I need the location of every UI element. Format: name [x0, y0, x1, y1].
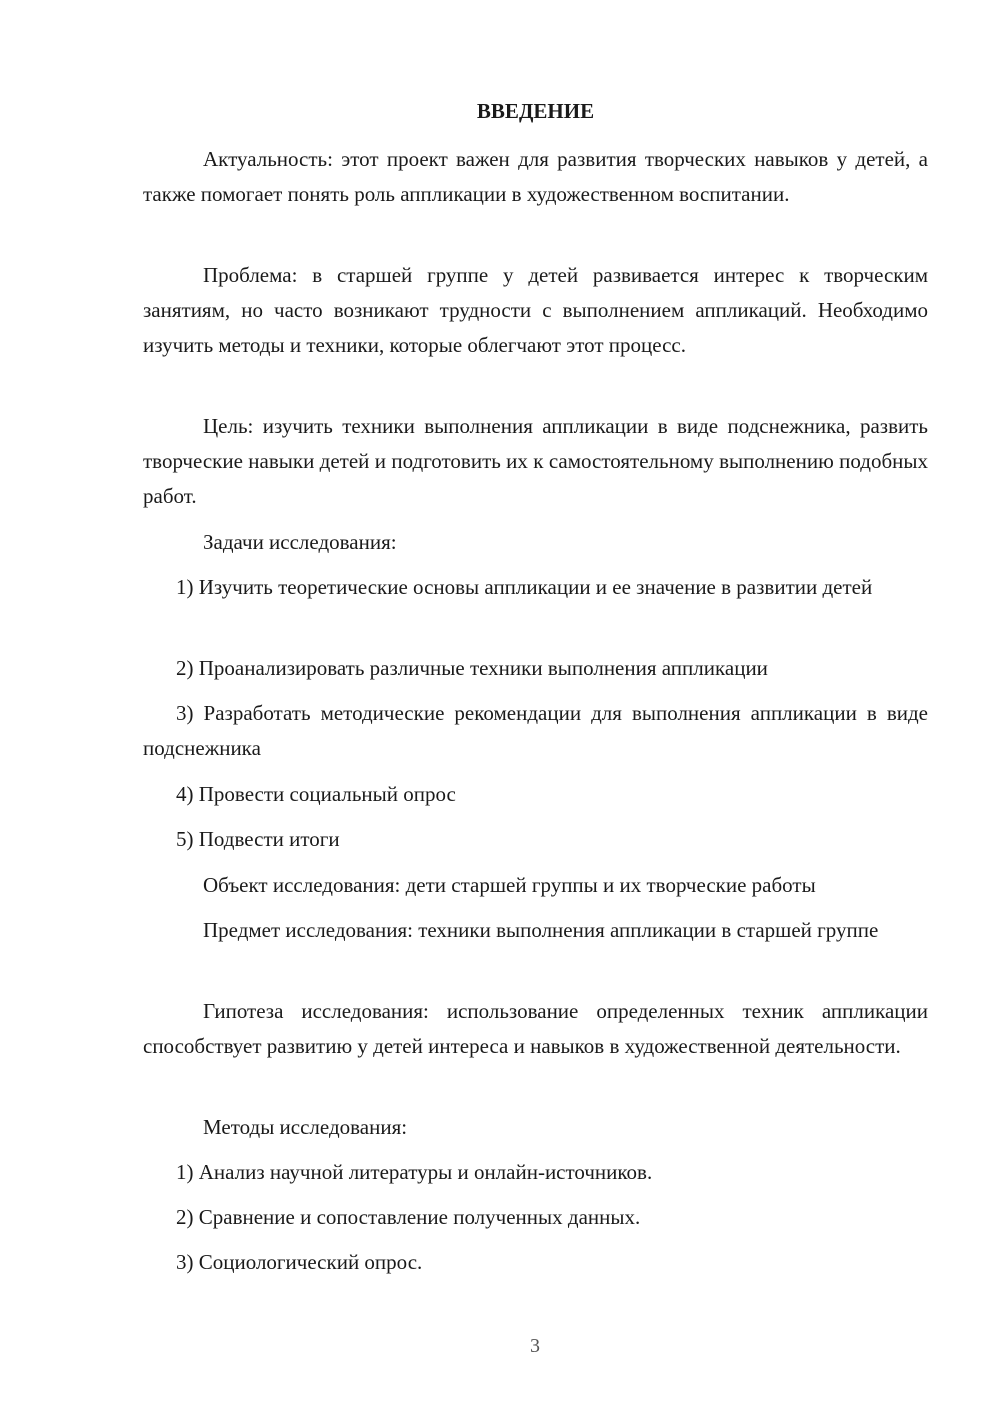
paragraph-goal: Цель: изучить техники выполнения аппликации в виде подснежника, развить творческие навыки детей и подготовить их к самостоятельному выполнению подобных работ. [143, 414, 928, 508]
method-item-2: 2) Сравнение и сопоставление полученных данных. [176, 1205, 641, 1229]
method-item-1: 1) Анализ научной литературы и онлайн-источников. [176, 1160, 653, 1184]
method-item-3: 3) Социологический опрос. [176, 1250, 423, 1274]
paragraph-object: Объект исследования: дети старшей группы и их творческие работы [203, 873, 816, 897]
paragraph-problem: Проблема: в старшей группе у детей развивается интерес к творческим занятиям, но часто возникают трудности с выполнением аппликаций. Необходимо изучить методы и техники, которые облегчают этот процесс. [143, 263, 928, 357]
tasks-heading: Задачи исследования: [203, 530, 397, 554]
task-item-5: 5) Подвести итоги [176, 827, 340, 851]
task-item-1: 1) Изучить теоретические основы аппликации и ее значение в развитии детей [176, 575, 873, 599]
section-title: ВВЕДЕНИЕ [476, 99, 595, 123]
paragraph-relevance: Актуальность: этот проект важен для развития творческих навыков у детей, а также помогает понять роль аппликации в художественном воспитании. [143, 147, 928, 206]
task-item-3: 3) Разработать методические рекомендации для выполнения аппликации в виде подснежника [143, 701, 928, 760]
page-number: 3 [530, 1335, 540, 1357]
paragraph-hypothesis: Гипотеза исследования: использование определенных техник аппликации способствует развитию у детей интереса и навыков в художественной деятельности. [143, 999, 928, 1058]
methods-heading: Методы исследования: [203, 1115, 408, 1139]
task-item-4: 4) Провести социальный опрос [176, 782, 456, 806]
task-item-2: 2) Проанализировать различные техники выполнения аппликации [176, 656, 768, 680]
paragraph-subject: Предмет исследования: техники выполнения аппликации в старшей группе [203, 918, 879, 942]
